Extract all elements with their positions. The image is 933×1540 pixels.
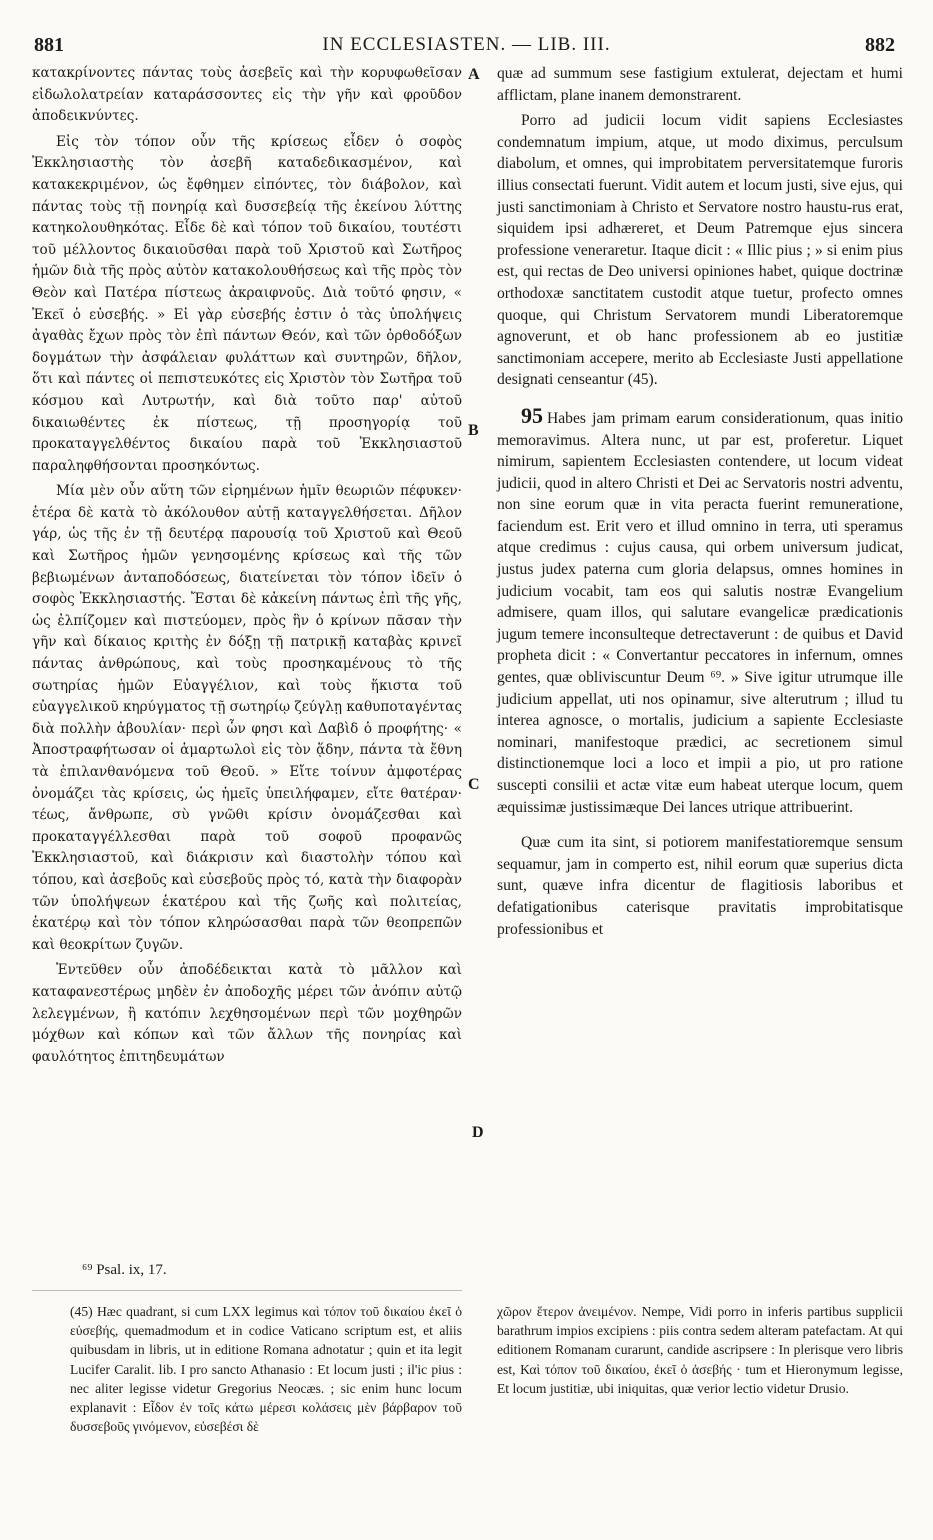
latin-paragraph-2: Porro ad judicii locum vidit sapiens Ecclesiastes condemnatum impium, atque, ut modo diximus, perculsum diabolum, et omnes, qui improbitatem perversitatemque furoris illius consectati fuerunt. Vidit autem et locum justi, sive ejus, qui justi sanctimoniam à Christo et Servatore nostro haustu-rus erat, siquidem ipsi adhæreret, et Deum Patremque ejus sincera professione veneraretur. Itaque dicit : « Illic pius ; » si enim pius est, qui rectas de Deo universi opiniones habet, quique doctrinæ orthodoxæ sanctitatem custodit atque tuetur, profecto omnes quoque, qui Christum Servatorem mundi Liberatoremque agnoverunt, et ob hanc professionem ab eo justitiæ sanctimoniam accepere, merito ab Ecclesiaste Justi appellatione designati censeantur (45). [497, 112, 903, 389]
greek-paragraph-2: Εἰς τὸν τόπον οὖν τῆς κρίσεως εἶδεν ὁ σοφὸς Ἐκκλησιαστὴς τὸν ἀσεβῆ καταδεδικασμένον, καὶ κατακεκριμένον, ὡς ἔφθημεν εἰπόντες, τὸν διάβολον, καὶ πάντας τοὺς τῇ πονηρίᾳ καὶ δυσσεβείᾳ τῆς ἐκείνου λύττης κατηκολουθηκότας. Εἶδε δὲ καὶ τόπον τοῦ δικαίου, τουτέστι τοῦ μέλλοντος δικαιοῦσθαι παρὰ τοῦ Χριστοῦ καὶ Σωτῆρος ἡμῶν διὰ τῆς πρὸς αὐτὸν κατακολουθήσεως καὶ τῆς πρὸς τὸν Θεὸν καὶ Πατέρα πίστεως ἀκραιφνοῦς. Διὰ τοῦτό φησιν, « Ἐκεῖ ὁ εὐσεβής. » Εἰ γὰρ εὐσεβής ἐστιν ὁ τὰς ὑπολήψεις ἀγαθὰς ἔχων πρὸς τὸν ἐπὶ πάντων Θεόν, καὶ τῶν ὀρθοδόξων δογμάτων τὴν ἀσφάλειαν φυλάττων καὶ συντηρῶν, δῆλον, ὅτι καὶ πάντες οἱ πεπιστευκότες εἰς Χριστὸν τὸν Σωτῆρα τοῦ κόσμου καὶ Λυτρωτήν, καὶ διὰ τοῦτο παρ' αὐτοῦ δικαιωθέντες ἐκ πίστεως, τῇ προσηγορίᾳ τοῦ προκαταγγελθέντος δικαίου παρὰ τοῦ Ἐκκλησιαστοῦ παραληφθήσονται προσηκόντως. [32, 133, 462, 474]
footnote-right: χῶρον ἕτερον ἀνειμένον. Nempe, Vidi porro in inferis partibus supplicii barathrum impios excipiens : piis contra sedem alteram patefactam. At qui editionem Romanam curarunt, candide ascripsere : In plerisque vero libris est, Καὶ τόπον τοῦ δικαίου, ἐκεῖ ὁ ἀσεβής · tum et Hieronymum legisse, Et locum justitiæ, ubi iniquitas, quæ verior lectio videtur Drusio. [497, 1304, 903, 1396]
margin-marker-a: A [468, 66, 480, 83]
section-number: 95 [521, 402, 543, 428]
margin-marker-c: C [468, 776, 480, 793]
running-title: IN ECCLESIASTEN. — LIB. III. [322, 34, 611, 55]
latin-column [497, 63, 903, 940]
footnote-left: (45) Hæc quadrant, si cum LXX legimus καὶ τόπον τοῦ δικαίου ἐκεῖ ὁ εὐσεβής, quemadmodum et in codice Vaticano scriptum est, et aliis quibusdam in libris, ut in editione Romana adnotatur ; quin et ita legit Lucifer Caralit. lib. I pro sancto Athanasio : Et locum justi ; il'ic pius : nec aliter legisse videtur Gregorius Neocæs. ; sic enim hunc locum explanavit : Εἶδον ἐν τοῖς κάτω μέρεσι κολάσεις μὲν βάρβαρον τοῦ δυσσεβοῦς γινόμενον, εὐσεβέσι δὲ [70, 1304, 462, 1435]
scripture-reference: ⁶⁹ Psal. ix, 17. [82, 1262, 167, 1278]
greek-paragraph-1: κατακρίνοντες πάντας τοὺς ἀσεβεῖς καὶ τὴν κορυφωθεῖσαν εἰδωλολατρείαν καταράσσοντες εἰς τὴν γῆν καὶ φροῦδον ἀποδεικνύντες. [32, 65, 462, 125]
margin-marker-d: D [472, 1124, 484, 1141]
greek-paragraph-3: Μία μὲν οὖν αὕτη τῶν εἰρημένων ἡμῖν θεωριῶν πέφυκεν· ἑτέρα δὲ κατὰ τὸ ἀκόλουθον αὐτῇ καταγγελθήσεται. Δῆλον γάρ, ὡς τῆς ἐν τῇ δευτέρᾳ παρουσίᾳ τοῦ Χριστοῦ καὶ Θεοῦ καὶ Σωτῆρος ἡμῶν γενησομένης κρίσεως καὶ τῆς τῶν βεβιωμένων ἀνταποδόσεως, διατείνεται τὸν τόπον ἰδεῖν ὁ σοφὸς Ἐκκλησιαστής. Ἔσται δὲ κἀκείνη πάντως ἐπὶ τῆς γῆς, ὡς ἐλπίζομεν καὶ πιστεύομεν, πρὸς ἣν ὁ κρίνων πᾶσαν τὴν γῆν καὶ δίκαιος κριτὴς ἐν δόξῃ τῇ πατρικῇ καταβὰς κρινεῖ πάντας ἀνθρώπους, καὶ τοὺς προσηκαμένους τὸ τῆς σωτηρίας ἡμῶν Εὐαγγέλιον, καὶ τοὺς ἥκιστα τοῦ εὐαγγελικοῦ κηρύγματος τῇ σωτηρίῳ ζεύγλῃ καθυποταγέντας διὰ πολλὴν ἀβουλίαν· περὶ ὧν φησι καὶ Δαβὶδ ὁ προφήτης· « Ἀποστραφήτωσαν οἱ ἁμαρτωλοὶ εἰς τὸν ᾅδην, πάντα τὰ ἔθνη τὰ ἐπιλανθανόμενα τοῦ Θεοῦ. » Εἴτε τοίνυν ἀμφοτέρας ὀνομάζει τὰς κρίσεις, ὡς ἡμεῖς ὑπειλήφαμεν, εἴτε θατέραν· τέως, ἄνθρωπε, σὺ γνῶθι κρίσιν ὀνομάζεσθαι καὶ προκαταγγέλλεσθαι παρὰ τοῦ σοφοῦ προφανῶς Ἐκκλησιαστοῦ, καὶ διάκρισιν καὶ διαστολὴν τόπου καὶ τόπου, καὶ ἀσεβοῦς καὶ εὐσεβοῦς πρὸς τό, κατὰ τὴν διαφορὰν τῶν ὑπολήψεων ἑκατέρου καὶ τῆς ζωῆς καὶ πολιτείας, ἑκατέρῳ καὶ τὸν τόπον κληρώσασθαι παρὰ τῶν θεοπρεπῶν καὶ θεοκρίτων ζυγῶν. [32, 483, 462, 953]
page-number-right: 882 [865, 34, 895, 56]
latin-paragraph-1: quæ ad summum sese fastigium extulerat, dejectam et humi afflictam, plane inanem demonstrarent. [497, 65, 903, 104]
latin-paragraph-4: Quæ cum ita sint, si potiorem manifestatioremque sensum sequamur, jam in comperto est, nihil eorum quæ superius dicta sunt, quæve infra dicentur de flagitiosis laboribus et defatigationibus caterisque pravitatis improbitatisque professionibus et [497, 834, 903, 938]
latin-paragraph-3-text: Habes jam primam earum considerationum, quas initio memoravimus. Altera nunc, ut par est, proferetur. Liquet nimirum, sapientem Ecclesiasten contendere, ut locum videat judicii, quod in altero Christi et Dei ac Servatoris nostri adventu, non sine eorum quæ in vita peracta fuerint remuneratione, faciendum est. Erit vero et illud omnino in terra, uti speramus atque credimus : cujus causa, qui orbem universum judicat, justus judex paterna cum gloria delapsus, omnes homines in judicium vocabit, tam eos qui salutis nostræ Evangelium admisere, quam illos, qui salutare evangelicæ prædicationis jugum temere inconsulteque detrectaverunt : de quibus et David propheta dicit : « Convertantur peccatores in infernum, omnes gentes, quæ obliviscuntur Deum ⁶⁹. » Sive igitur utrumque ille judicium appellat, uti nos opinamur, sive alterutrum ; illud tu interea agnosce, o mortalis, judicium a sapiente Ecclesiaste nominari, manifestoque prædici, ac secretionem simul distinctionemque loci a loco et impii a pio, ut pro rationе suscepti consilii et actæ vitæ eum habeat uterque locum, quem æquissimæ justissimæque Dei lances utrique attribuerint. [497, 409, 903, 816]
page-header [0, 34, 933, 62]
page-number-left: 881 [34, 34, 64, 56]
latin-paragraph-3 [497, 402, 903, 818]
greek-column [32, 63, 462, 1068]
footnote-divider [32, 1290, 462, 1291]
greek-paragraph-4: Ἐντεῦθεν οὖν ἀποδέδεικται κατὰ τὸ μᾶλλον καὶ καταφανεστέρως μηδὲν ἐν ἀποδοχῆς μέρει τῶν ἀνόπιν αὐτῷ λελεγμένων, ἢ κατόπιν λεχθησομένων περὶ τῶν μοχθηρῶν μόχθων καὶ κόπων καὶ τῶν ἄλλων τῆς πονηρίας καὶ φαυλότητος ἐπιτηδευμάτων [32, 962, 462, 1065]
margin-marker-b: B [468, 422, 479, 439]
